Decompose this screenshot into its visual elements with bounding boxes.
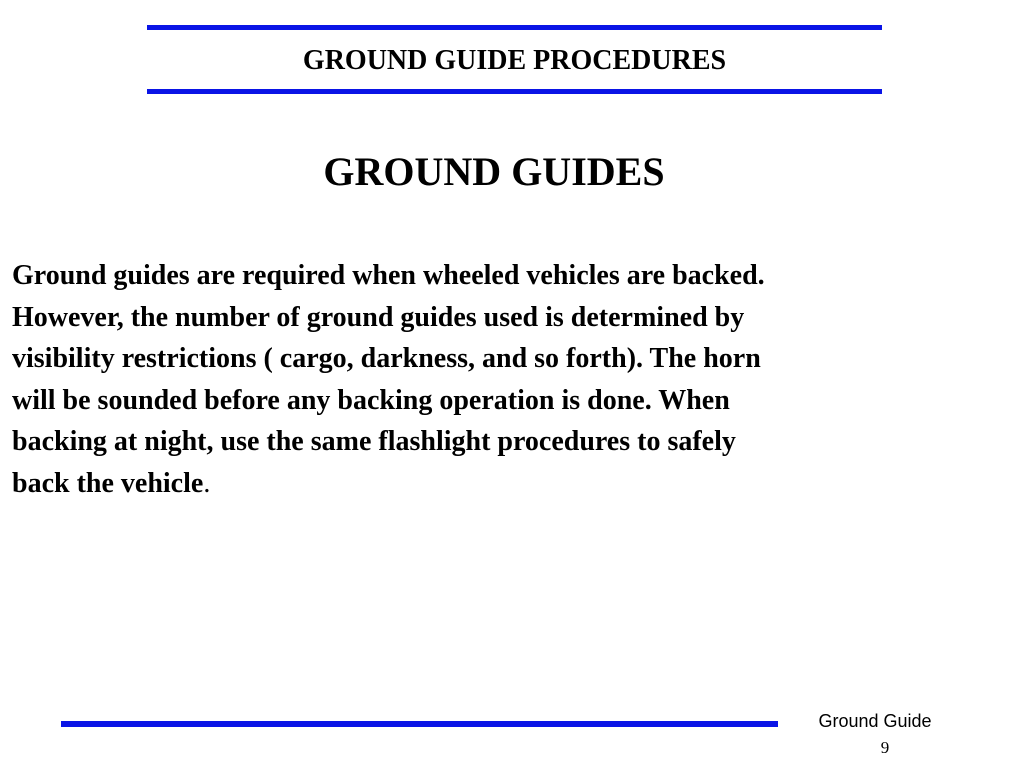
footer-label: Ground Guide <box>818 711 932 731</box>
footer-rule <box>61 721 778 727</box>
body-end-period: . <box>203 467 211 499</box>
body-line: Ground guides are required when wheeled vehicles are backed. <box>12 260 765 291</box>
body-line: will be sounded before any backing operation is done. When <box>12 384 730 416</box>
header-bottom-rule <box>147 89 882 94</box>
body-line: However, the number of ground guides used is determined by <box>12 301 745 333</box>
body-line: visibility restrictions ( cargo, darkness, and so forth). The horn <box>12 343 761 375</box>
header-top-rule <box>147 25 882 30</box>
body-line: backing at night, use the same flashlight procedures to safely <box>12 426 736 458</box>
slide-heading: GROUND GUIDES <box>323 149 665 194</box>
body-line-last-text: back the vehicle <box>12 467 204 499</box>
body-paragraph <box>12 255 1012 505</box>
page-number: 9 <box>880 738 890 757</box>
body-line-last <box>12 463 1012 505</box>
header-title: GROUND GUIDE PROCEDURES <box>302 45 727 76</box>
